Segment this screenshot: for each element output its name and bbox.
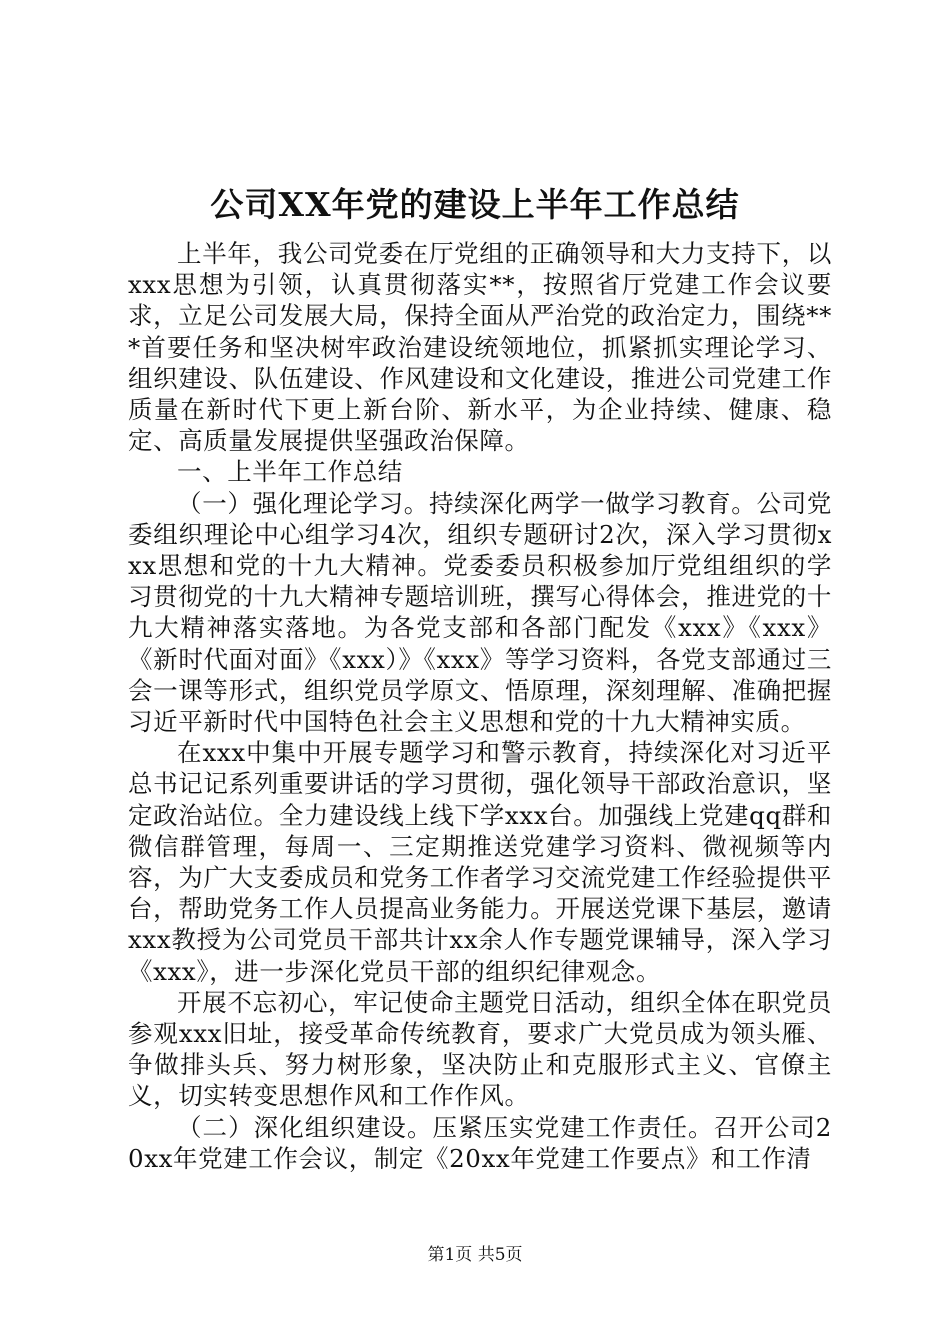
paragraph-intro: 上半年，我公司党委在厅党组的正确领导和大力支持下，以xxx思想为引领，认真贯彻落实**，按照省厅党建工作会议要求，立足公司发展大局，保持全面从严治党的政治定力，围绕***首要任务和坚决树牢政治建设统领地位，抓紧抓实理论学习、组织建设、队伍建设、作风建设和文化建设，推进公司党建工作质量在新时代下更上新台阶、新水平，为企业持续、健康、稳定、高质量发展提供坚强政治保障。 [128,239,832,456]
document-title: 公司XX年党的建设上半年工作总结 [210,185,740,224]
paragraph-special-study: 在xxx中集中开展专题学习和警示教育，持续深化对习近平总书记记系列重要讲话的学习贯彻，强化领导干部政治意识，坚定政治站位。全力建设线上线下学xxx台。加强线上党建qq群和微信群管理，每周一、三定期推送党建学习资料、微视频等内容，为广大支委成员和党务工作者学习交流党建工作经验提供平台，帮助党务工作人员提高业务能力。开展送党课下基层，邀请xxx教授为公司党员干部共计xx余人作专题党课辅导，深入学习《xxx》，进一步深化党员干部的组织纪律观念。 [128,738,832,986]
document-body [128,238,832,1174]
paragraph-party-day: 开展不忘初心，牢记使命主题党日活动，组织全体在职党员参观xxx旧址，接受革命传统教育，要求广大党员成为领头雁、争做排头兵、努力树形象，坚决防止和克服形式主义、官僚主义，切实转变思想作风和工作作风。 [128,987,832,1111]
paragraph-organization: （二）深化组织建设。压紧压实党建工作责任。召开公司20xx年党建工作会议，制定《20xx年党建工作要点》和工作清 [128,1112,832,1173]
paragraph-theory-study: （一）强化理论学习。持续深化两学一做学习教育。公司党委组织理论中心组学习4次，组织专题研讨2次，深入学习贯彻xxx思想和党的十九大精神。党委委员积极参加厅党组组织的学习贯彻党的十九大精神专题培训班，撰写心得体会，推进党的十九大精神落实落地。为各党支部和各部门配发《xxx》《xxx》《新时代面对面》《xxx）》《xxx》等学习资料，各党支部通过三会一课等形式，组织党员学原文、悟原理，深刻理解、准确把握习近平新时代中国特色社会主义思想和党的十九大精神实质。 [128,488,832,737]
page-number: 第1页 共5页 [427,1245,523,1265]
section-heading: 一、上半年工作总结 [177,457,403,487]
